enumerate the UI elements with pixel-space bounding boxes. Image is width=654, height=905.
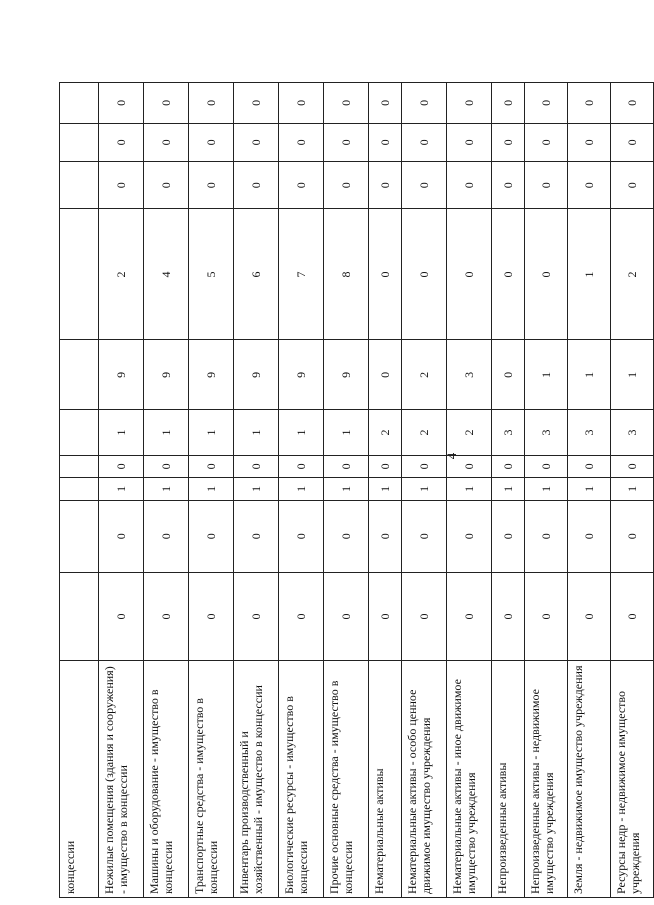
row-name: Земля - недвижимое имущество учреждения [568,660,611,897]
row-name: Машины и оборудование - имущество в концессии [144,660,189,897]
cell: 0 [492,340,525,410]
cell: 0 [189,500,234,572]
cell: 0 [568,572,611,660]
cell: 0 [369,500,402,572]
asset-code-table [59,82,654,898]
cell: 1 [568,478,611,501]
cell: 0 [99,162,144,209]
cell: 0 [492,455,525,478]
cell: 0 [189,455,234,478]
cell: 0 [492,83,525,124]
cell: 2 [402,410,447,455]
cell [60,410,99,455]
cell: 0 [402,162,447,209]
cell: 0 [99,83,144,124]
cell: 0 [447,123,492,161]
cell: 0 [568,455,611,478]
cell [60,478,99,501]
cell: 0 [568,83,611,124]
row-name: Прочие основные средства - имущество в концессии [324,660,369,897]
cell: 0 [324,83,369,124]
cell: 0 [402,83,447,124]
cell: 0 [492,572,525,660]
table-row [447,83,492,898]
cell: 2 [99,209,144,340]
cell: 0 [369,162,402,209]
cell: 9 [279,340,324,410]
cell: 0 [369,455,402,478]
cell: 0 [402,455,447,478]
cell: 0 [369,572,402,660]
cell: 0 [279,500,324,572]
row-name: Биологические ресурсы - имущество в концессии [279,660,324,897]
cell: 0 [234,83,279,124]
cell: 0 [611,572,654,660]
table-row [279,83,324,898]
cell: 0 [447,162,492,209]
cell: 1 [402,478,447,501]
cell: 0 [189,162,234,209]
cell: 0 [234,500,279,572]
cell: 9 [234,340,279,410]
cell: 1 [324,410,369,455]
cell: 9 [99,340,144,410]
cell [60,209,99,340]
cell: 0 [447,500,492,572]
cell: 1 [492,478,525,501]
cell: 0 [402,123,447,161]
cell: 0 [369,123,402,161]
cell [60,500,99,572]
cell: 0 [568,500,611,572]
cell: 1 [189,478,234,501]
cell: 1 [144,410,189,455]
cell: 0 [369,209,402,340]
cell: 0 [568,123,611,161]
cell: 0 [234,455,279,478]
cell: 7 [279,209,324,340]
cell: 1 [279,410,324,455]
cell: 0 [189,123,234,161]
cell: 0 [611,455,654,478]
cell: 0 [324,500,369,572]
row-name: Нематериальные активы - иное движимое имущество учреждения [447,660,492,897]
cell: 9 [144,340,189,410]
cell: 0 [234,572,279,660]
cell: 4 [144,209,189,340]
cell: 3 [611,410,654,455]
cell: 3 [447,340,492,410]
cell: 6 [234,209,279,340]
cell: 3 [492,410,525,455]
cell: 0 [525,500,568,572]
row-name: Ресурсы недр - недвижимое имущество учреждения [611,660,654,897]
cell: 1 [234,478,279,501]
cell: 0 [144,455,189,478]
cell: 0 [279,83,324,124]
cell: 0 [189,572,234,660]
cell: 1 [144,478,189,501]
cell: 0 [525,83,568,124]
cell: 0 [144,500,189,572]
cell: 1 [447,478,492,501]
row-name: Инвентарь производственный и хозяйственный - имущество в концессии [234,660,279,897]
cell: 0 [324,162,369,209]
table-row [234,83,279,898]
table-row [369,83,402,898]
cell: 2 [611,209,654,340]
cell: 0 [402,209,447,340]
cell: 9 [324,340,369,410]
cell: 5 [189,209,234,340]
cell: 0 [492,500,525,572]
cell [60,455,99,478]
cell: 0 [234,123,279,161]
cell [60,340,99,410]
cell: 1 [369,478,402,501]
cell: 0 [611,500,654,572]
cell: 0 [234,162,279,209]
cell: 3 [568,410,611,455]
cell [60,83,99,124]
table-row [324,83,369,898]
cell: 0 [99,572,144,660]
cell: 0 [279,162,324,209]
cell: 1 [279,478,324,501]
cell: 0 [144,123,189,161]
row-name: концессии [60,660,99,897]
cell: 2 [447,410,492,455]
cell: 0 [492,209,525,340]
cell: 0 [568,162,611,209]
cell [60,162,99,209]
table-row [525,83,568,898]
cell: 0 [279,572,324,660]
cell: 0 [525,209,568,340]
cell: 0 [611,162,654,209]
cell: 0 [189,83,234,124]
cell: 0 [144,83,189,124]
table-row [144,83,189,898]
page-number: 4 [444,452,459,460]
row-name: Нематериальные активы [369,660,402,897]
cell [60,572,99,660]
cell: 1 [99,478,144,501]
cell: 0 [492,162,525,209]
cell: 0 [324,572,369,660]
table-row [189,83,234,898]
cell [60,123,99,161]
cell: 0 [402,500,447,572]
cell: 1 [234,410,279,455]
cell: 0 [611,83,654,124]
cell: 9 [189,340,234,410]
rotated-table-container [59,82,642,898]
cell: 0 [369,83,402,124]
cell: 1 [611,478,654,501]
cell: 0 [447,572,492,660]
cell: 1 [525,340,568,410]
cell: 0 [99,123,144,161]
table-row [402,83,447,898]
cell: 0 [279,123,324,161]
cell: 1 [324,478,369,501]
cell: 0 [369,340,402,410]
cell: 2 [402,340,447,410]
cell: 0 [525,123,568,161]
cell: 0 [447,209,492,340]
table-row [60,83,99,898]
cell: 1 [525,478,568,501]
cell: 1 [568,209,611,340]
cell: 8 [324,209,369,340]
cell: 1 [189,410,234,455]
cell: 0 [492,123,525,161]
table-row [492,83,525,898]
table-row [99,83,144,898]
row-name: Нематериальные активы - особо ценное движимое имущество учреждения [402,660,447,897]
cell: 3 [525,410,568,455]
row-name: Транспортные средства - имущество в концессии [189,660,234,897]
cell: 0 [279,455,324,478]
cell: 0 [99,455,144,478]
table-row [568,83,611,898]
cell: 0 [525,572,568,660]
cell: 0 [525,455,568,478]
cell: 1 [611,340,654,410]
cell: 0 [99,500,144,572]
cell: 0 [447,455,492,478]
cell: 0 [324,123,369,161]
cell: 0 [324,455,369,478]
cell: 2 [369,410,402,455]
row-name: Непроизведенные активы - недвижимое имущество учреждения [525,660,568,897]
row-name: Нежилые помещения (здания и сооружения) - имущество в концессии [99,660,144,897]
table-row [611,83,654,898]
cell: 0 [447,83,492,124]
cell: 0 [402,572,447,660]
cell: 1 [99,410,144,455]
cell: 0 [144,572,189,660]
cell: 0 [144,162,189,209]
cell: 0 [525,162,568,209]
cell: 1 [568,340,611,410]
row-name: Непроизведенные активы [492,660,525,897]
cell: 0 [611,123,654,161]
